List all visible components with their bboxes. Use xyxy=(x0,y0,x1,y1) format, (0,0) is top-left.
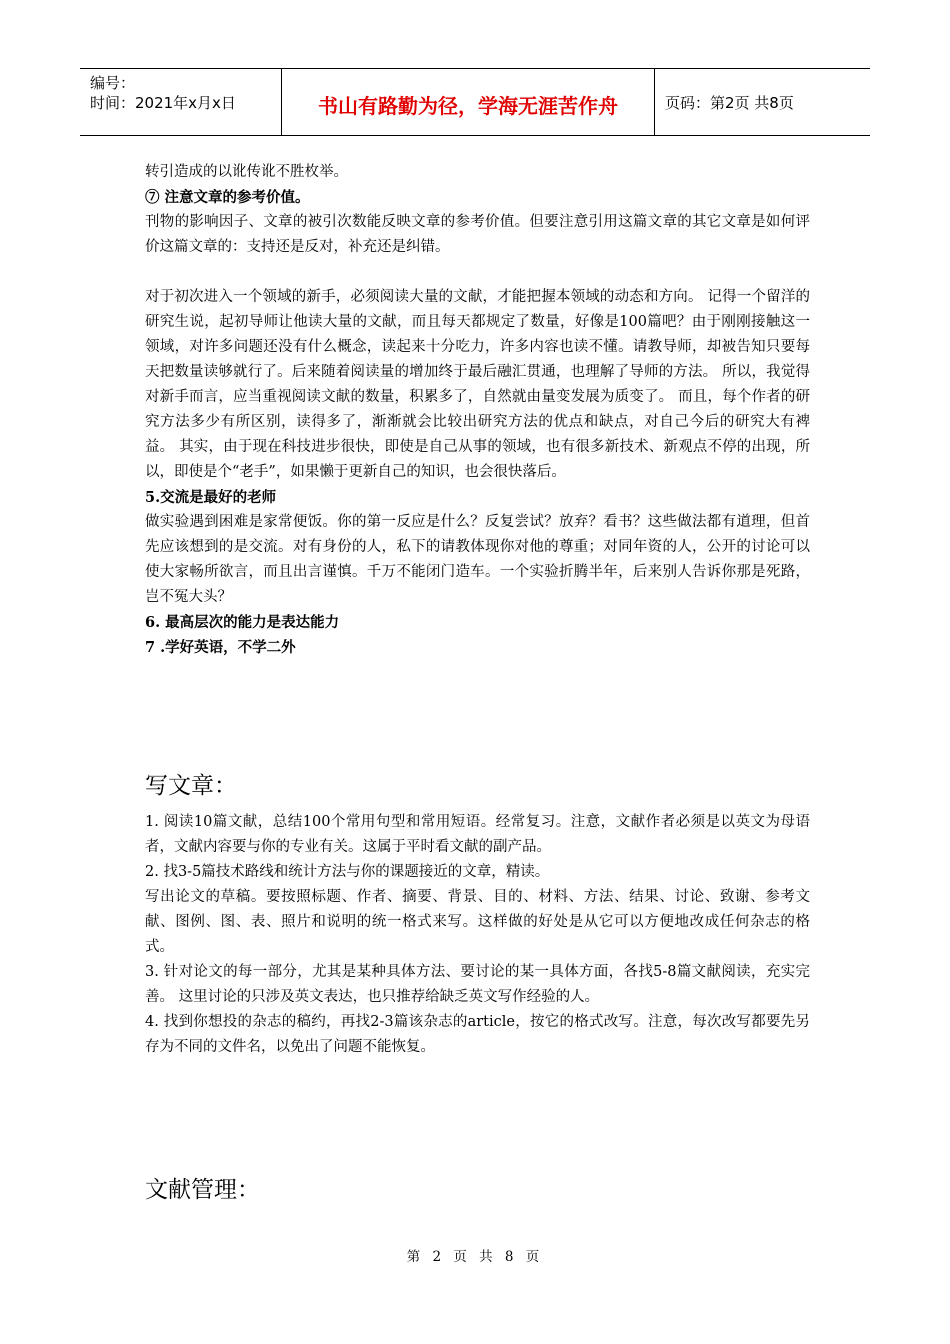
list-item: 3. 针对论文的每一部分，尤其是某种具体方法、要讨论的某一具体方面，各找5-8篇文献阅读，充实完善。 这里讨论的只涉及英文表达，也只推荐给缺乏英文写作经验的人。 xyxy=(145,964,810,1005)
page-header xyxy=(80,68,870,136)
header-time: 时间：2021年x月x日 xyxy=(90,94,236,112)
header-number: 编号： xyxy=(90,74,136,92)
header-meta xyxy=(80,69,282,135)
paragraph: 刊物的影响因子、文章的被引次数能反映文章的参考价值。但要注意引用这篇文章的其它文章是如何评价这篇文章的：支持还是反对，补充还是纠错。 xyxy=(145,214,810,255)
page-footer: 第 2 页 共 8 页 xyxy=(406,1249,544,1265)
paragraph: 做实验遇到困难是家常便饭。你的第一反应是什么？反复尝试？放弃？看书？这些做法都有道理，但首先应该想到的是交流。对有身份的人，私下的请教体现你对他的尊重；对同年资的人，公开的讨论可以使大家畅所欲言，而且出言谨慎。千万不能闭门造车。一个实验折腾半年，后来别人告诉你那是死路，岂不冤大头？ xyxy=(145,514,810,605)
document-body xyxy=(145,160,810,1210)
subheading: 6. 最高层次的能力是表达能力 xyxy=(145,614,340,631)
paragraph: 转引造成的以讹传讹不胜枚举。 xyxy=(145,164,348,180)
list-item: 1. 阅读10篇文献，总结100个常用句型和常用短语。经常复习。注意，文献作者必须是以英文为母语者，文献内容要与你的专业有关。这属于平时看文献的副产品。 xyxy=(145,814,810,855)
paragraph: 对于初次进入一个领域的新手，必须阅读大量的文献，才能把握本领域的动态和方向。 记得一个留洋的研究生说，起初导师让他读大量的文献，而且每天都规定了数量，好像是100篇吧？由于刚刚接触这一领域，对许多问题还没有什么概念，读起来十分吃力，许多内容也读不懂。请教导师，却被告知只要每天把数量读够就行了。后来随着阅读量的增加终于最后融汇贯通，也理解了导师的方法。 所以，我觉得对新手而言，应当重视阅读文献的数量，积累多了，自然就由量变发展为质变了。 而且，每个作者的研究方法多少有所区别，读得多了，渐渐就会比较出研究方法的优点和缺点，对自己今后的研究大有裨益。 其实，由于现在科技进步很快，即使是自己从事的领域，也有很多新技术、新观点不停的出现，所以，即使是个“老手”，如果懒于更新自己的知识，也会很快落后。 xyxy=(145,289,810,480)
header-motto-cell xyxy=(282,69,655,135)
paragraph: 写出论文的草稿。要按照标题、作者、摘要、背景、目的、材料、方法、结果、讨论、致谢、参考文献、图例、图、表、照片和说明的统一格式来写。这样做的好处是从它可以方便地改成任何杂志的格式。 xyxy=(145,889,810,955)
header-motto: 书山有路勤为径，学海无涯苦作舟 xyxy=(318,93,618,118)
section-heading-refs: 文献管理： xyxy=(145,1177,260,1203)
header-page-cell xyxy=(655,69,870,135)
list-item: 4. 找到你想投的杂志的稿约，再找2-3篇该杂志的article，按它的格式改写。注意，每次改写都要先另存为不同的文件名，以免出了问题不能恢复。 xyxy=(145,1014,810,1055)
subheading: 5.交流是最好的老师 xyxy=(145,489,277,506)
subheading: ⑦ 注意文章的参考价值。 xyxy=(145,189,310,206)
section-heading-write: 写文章： xyxy=(145,773,237,799)
header-page: 页码：第2页 共8页 xyxy=(665,93,794,112)
subheading: 7 .学好英语，不学二外 xyxy=(145,639,296,656)
list-item: 2. 找3-5篇技术路线和统计方法与你的课题接近的文章，精读。 xyxy=(145,864,550,880)
